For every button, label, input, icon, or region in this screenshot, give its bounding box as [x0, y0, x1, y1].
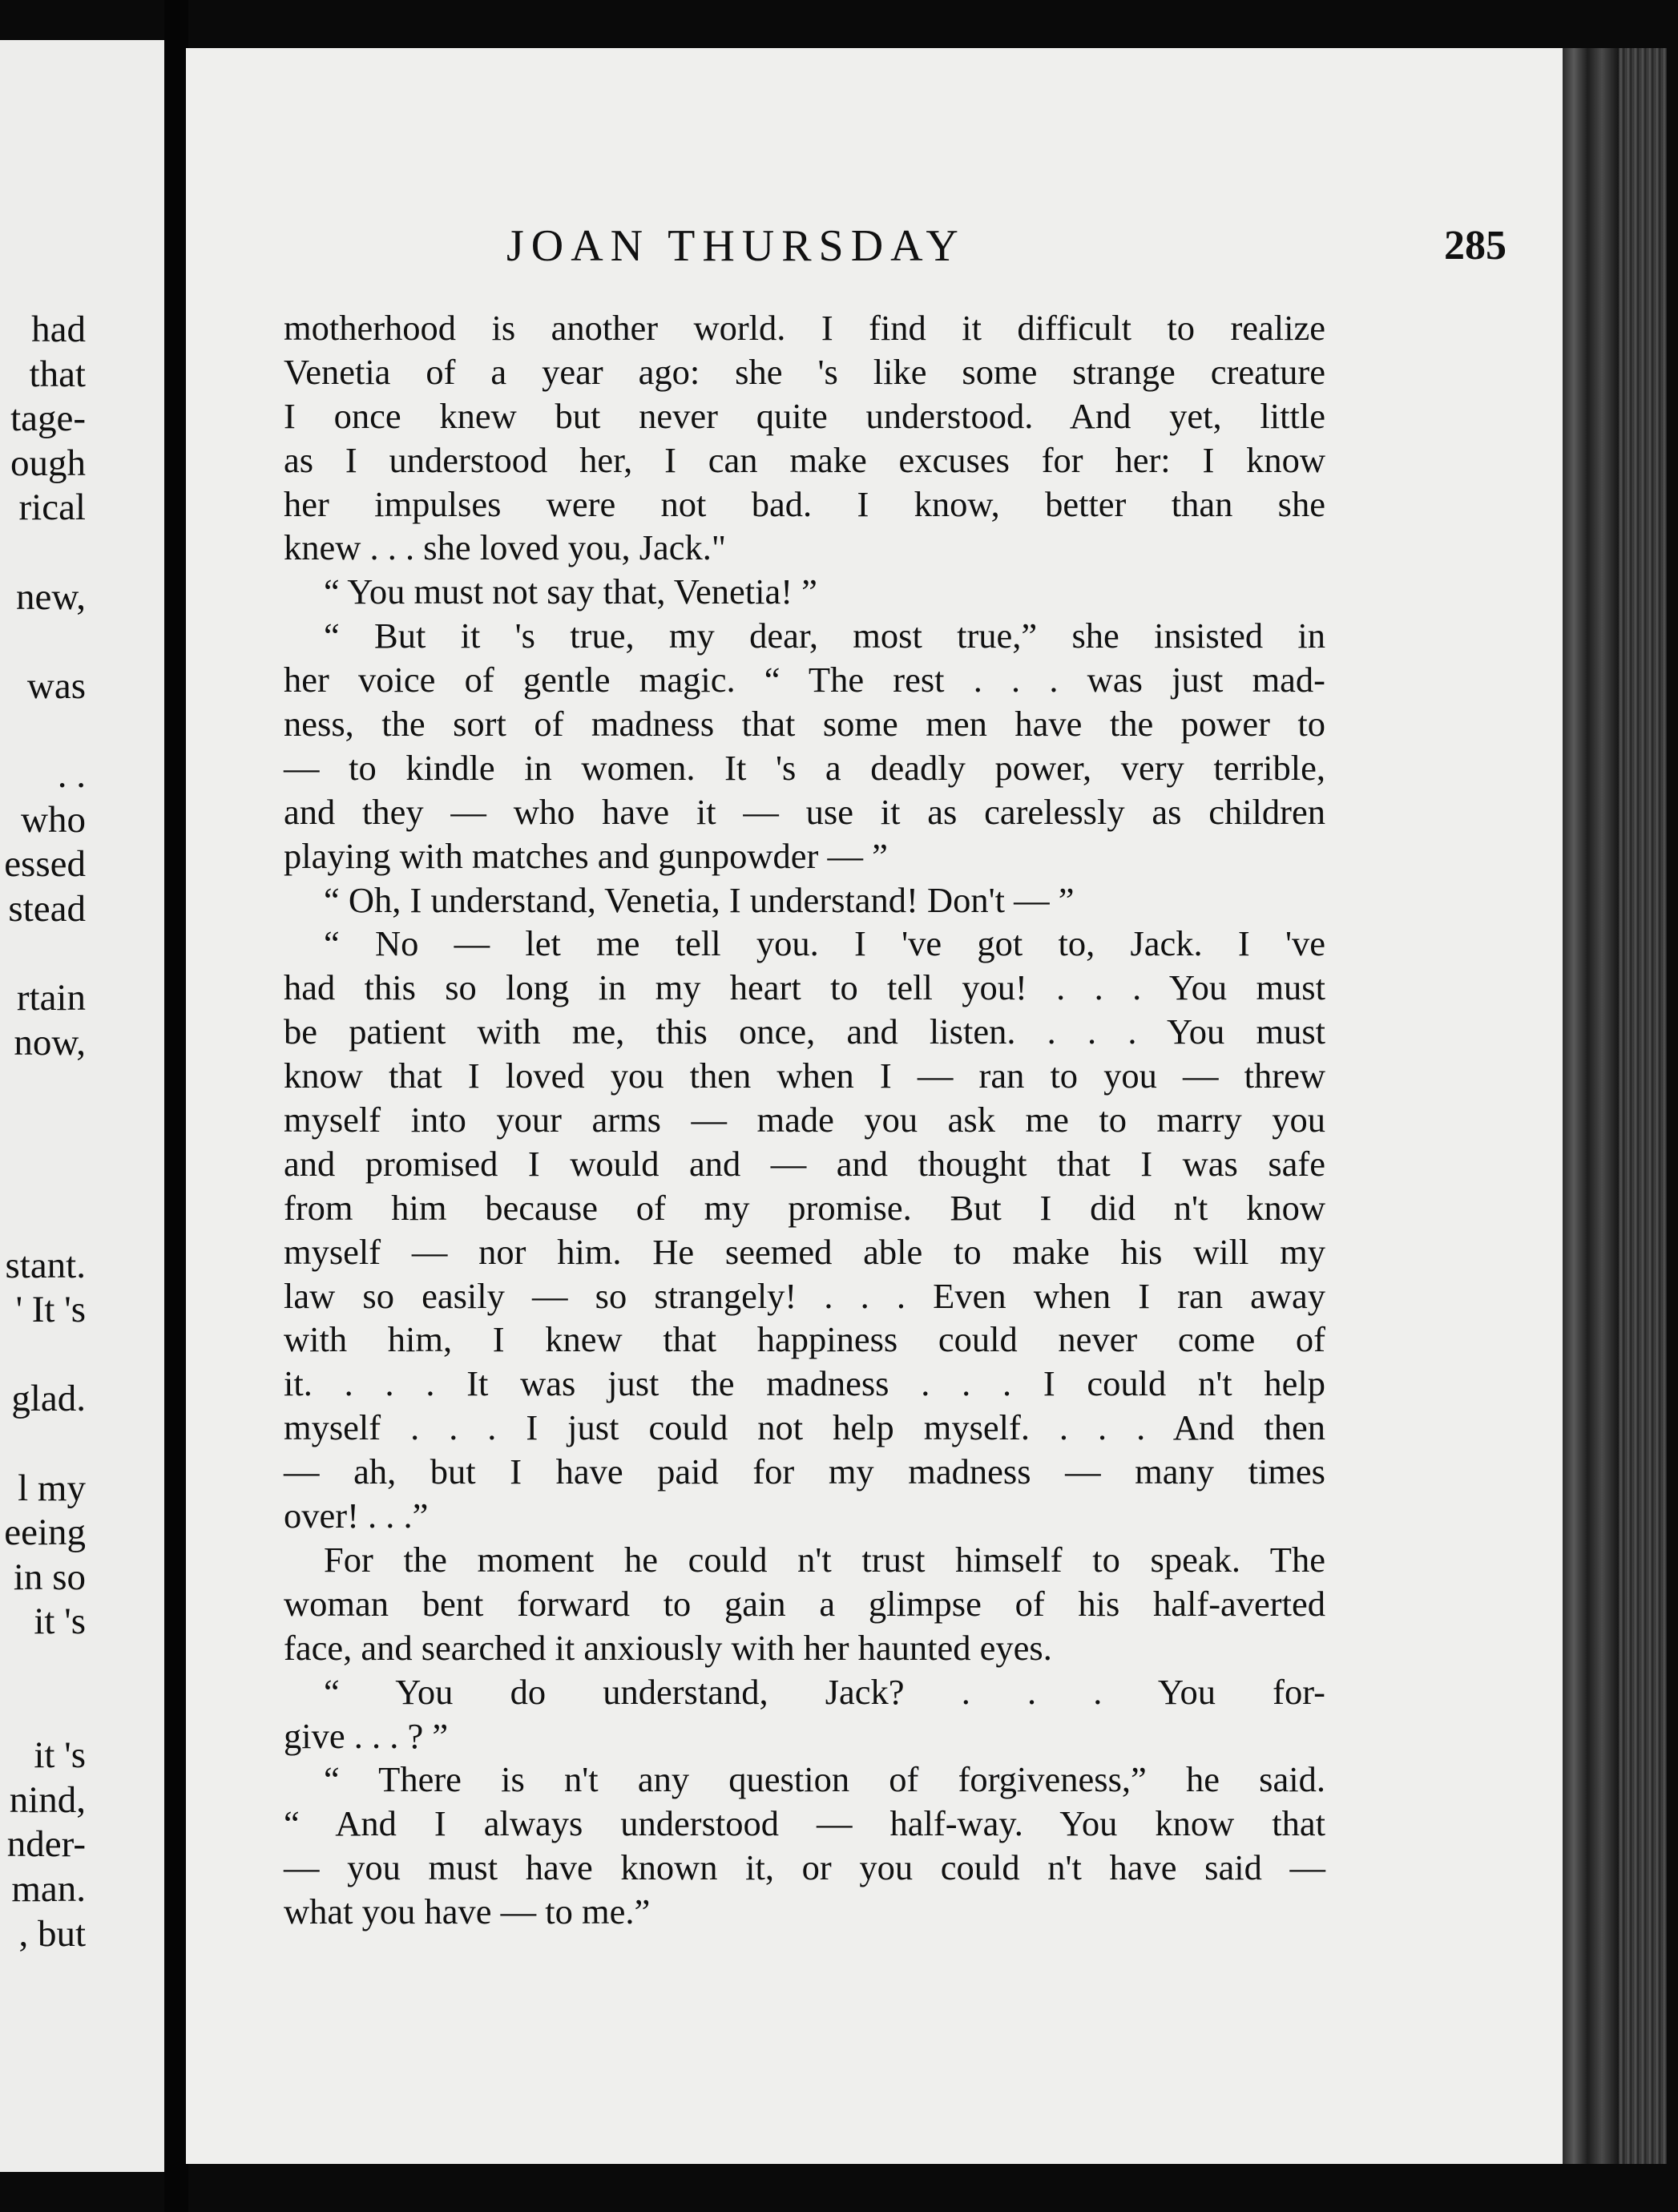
text-line: her voice of gentle magic. “ The rest . . . was just mad-	[284, 660, 1325, 700]
book-fore-edge	[1619, 48, 1667, 2164]
text-line: with him, I knew that happiness could never come of	[284, 1319, 1325, 1360]
text-line: myself — nor him. He seemed able to make his will my	[284, 1231, 1325, 1272]
facing-page-line: man.	[11, 1868, 86, 1910]
facing-page-line: l my	[18, 1467, 86, 1509]
text-line: ness, the sort of madness that some men have the power to	[284, 704, 1325, 745]
running-head	[186, 220, 1563, 285]
facing-page-line: ' It 's	[15, 1289, 86, 1331]
facing-page-fragment	[0, 40, 164, 2172]
body-text	[284, 306, 1325, 1934]
text-line: “ You do understand, Jack? . . . You for-	[324, 1671, 1325, 1712]
facing-page-line: tage-	[10, 398, 86, 440]
text-line: myself into your arms — made you ask me to marry you	[284, 1100, 1325, 1140]
text-line: it. . . . It was just the madness . . . I could n't help	[284, 1363, 1325, 1404]
text-line: playing with matches and gunpowder — ”	[284, 835, 888, 876]
text-line: face, and searched it anxiously with her haunted eyes.	[284, 1627, 1052, 1668]
text-line: “ You must not say that, Venetia! ”	[324, 571, 817, 612]
text-line: and promised I would and — and thought that I was safe	[284, 1143, 1325, 1184]
text-line: from him because of my promise. But I did n't know	[284, 1187, 1325, 1228]
facing-page-line: rtain	[16, 977, 86, 1019]
text-line: over! . . .”	[284, 1496, 429, 1536]
text-line: “ No — let me tell you. I 've got to, Jack. I 've	[324, 923, 1325, 964]
text-line: as I understood her, I can make excuses for her: I know	[284, 439, 1325, 480]
book-page	[186, 48, 1563, 2164]
facing-page-line: rical	[18, 486, 86, 529]
text-line: knew . . . she loved you, Jack."	[284, 527, 727, 568]
page-edge	[1563, 48, 1619, 2164]
facing-page-line: was	[26, 664, 86, 707]
facing-page-line: eeing	[4, 1512, 86, 1554]
text-line: “ There is n't any question of forgiveness,” he said.	[324, 1759, 1325, 1800]
text-line: law so easily — so strangely! . . . Even when I ran away	[284, 1275, 1325, 1316]
text-line: — ah, but I have paid for my madness — many times	[284, 1451, 1325, 1492]
facing-page-line: now,	[14, 1021, 86, 1064]
text-line: be patient with me, this once, and listen. . . . You must	[284, 1011, 1325, 1052]
facing-page-line: it 's	[34, 1600, 86, 1643]
page-number: 285	[1444, 223, 1507, 268]
running-title: JOAN THURSDAY	[506, 221, 966, 271]
facing-page-line: that	[29, 353, 86, 395]
text-line: had this so long in my heart to tell you! . . . You must	[284, 967, 1325, 1008]
facing-page-line: essed	[4, 843, 86, 886]
text-line: give . . . ? ”	[284, 1715, 449, 1756]
text-line: know that I loved you then when I — ran to you — threw	[284, 1056, 1325, 1096]
book-gutter	[164, 0, 188, 2212]
text-line: Venetia of a year ago: she 's like some strange creature	[284, 351, 1325, 392]
text-line: “ Oh, I understand, Venetia, I understand! Don't — ”	[324, 879, 1075, 920]
text-line: — you must have known it, or you could n't have said —	[284, 1847, 1325, 1888]
facing-page-line: , but	[18, 1912, 86, 1955]
facing-page-line: new,	[15, 575, 86, 618]
text-line: — to kindle in women. It 's a deadly power, very terrible,	[284, 747, 1325, 788]
facing-page-line: stead	[8, 887, 86, 930]
facing-page-line: ough	[10, 442, 86, 484]
facing-page-line: . .	[57, 754, 86, 796]
facing-page-line: it 's	[34, 1734, 86, 1777]
text-line: “ And I always understood — half-way. You know that	[284, 1803, 1325, 1844]
text-line: “ But it 's true, my dear, most true,” she insisted in	[324, 616, 1325, 656]
text-line: motherhood is another world. I find it difficult to realize	[284, 308, 1325, 348]
text-line: I once knew but never quite understood. And yet, little	[284, 395, 1325, 436]
text-line: myself . . . I just could not help myself. . . . And then	[284, 1407, 1325, 1448]
facing-page-line: nder-	[6, 1823, 86, 1866]
facing-page-line: nind,	[9, 1778, 86, 1821]
text-line: what you have — to me.”	[284, 1891, 651, 1932]
text-line: For the moment he could n't trust himself to speak. The	[324, 1539, 1325, 1580]
facing-page-line: glad.	[11, 1378, 86, 1420]
facing-page-line: stant.	[5, 1244, 86, 1286]
facing-page-line: who	[21, 798, 86, 841]
text-line: woman bent forward to gain a glimpse of his half-averted	[284, 1583, 1325, 1624]
facing-page-line: in so	[13, 1556, 86, 1598]
text-line: and they — who have it — use it as carelessly as children	[284, 791, 1325, 832]
facing-page-line: had	[31, 309, 86, 350]
text-line: her impulses were not bad. I know, better than she	[284, 483, 1325, 524]
